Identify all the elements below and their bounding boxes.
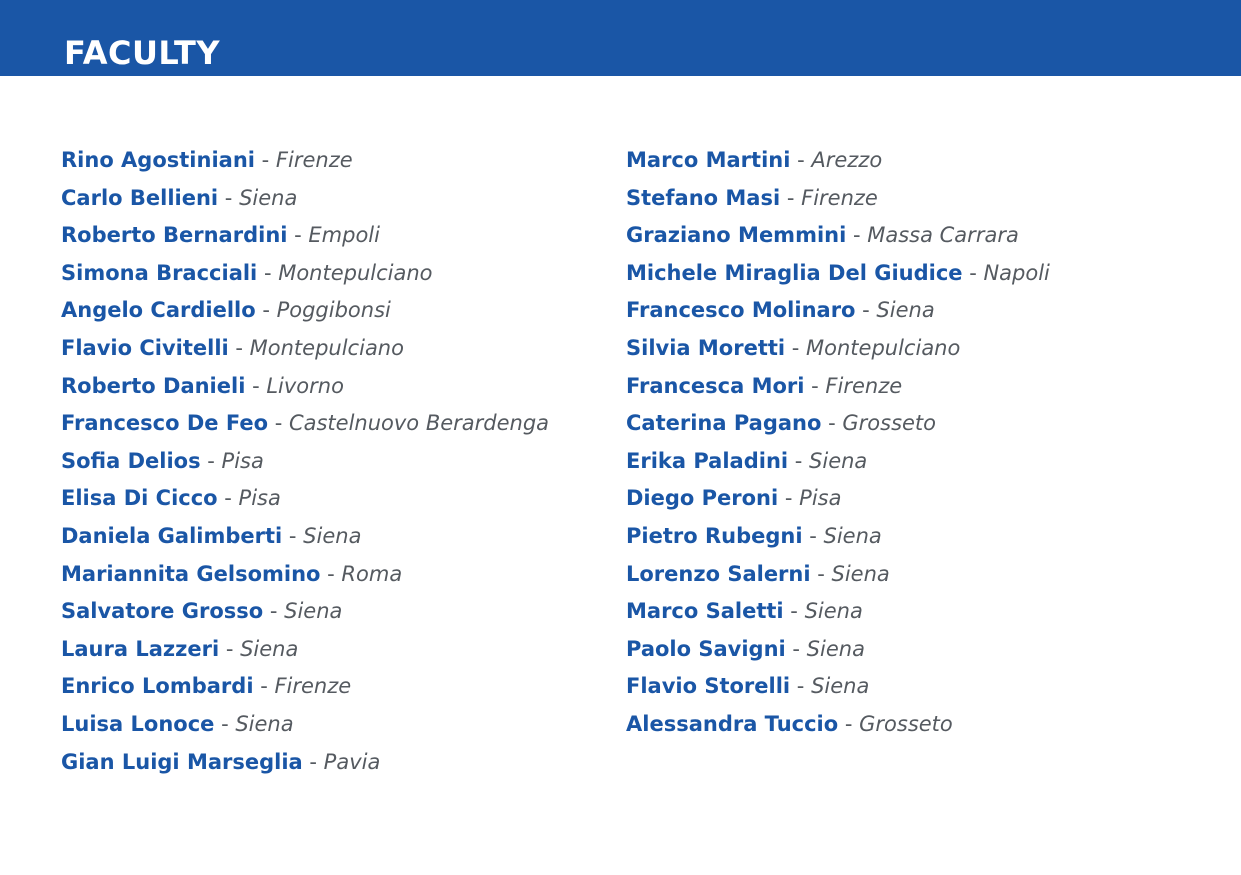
faculty-city: Napoli bbox=[983, 260, 1050, 285]
faculty-name: Gian Luigi Marseglia bbox=[61, 749, 303, 774]
name-city-separator: - bbox=[217, 486, 239, 511]
faculty-name: Carlo Bellieni bbox=[61, 185, 219, 210]
name-city-separator: - bbox=[255, 298, 277, 323]
faculty-name: Mariannita Gelsomino bbox=[61, 561, 321, 586]
name-city-separator: - bbox=[282, 523, 304, 548]
faculty-city: Siena bbox=[804, 599, 863, 624]
faculty-entry bbox=[61, 405, 601, 443]
name-city-separator: - bbox=[254, 148, 276, 172]
name-city-separator: - bbox=[263, 599, 285, 624]
faculty-name: Sofia Delios bbox=[61, 448, 201, 473]
name-city-separator: - bbox=[228, 335, 250, 360]
faculty-city: Empoli bbox=[308, 223, 380, 248]
faculty-entry bbox=[626, 556, 1206, 594]
faculty-entry bbox=[61, 368, 601, 406]
name-city-separator: - bbox=[287, 223, 309, 248]
name-city-separator: - bbox=[802, 523, 824, 548]
faculty-name: Roberto Bernardini bbox=[61, 223, 288, 248]
faculty-name: Diego Peroni bbox=[626, 486, 779, 511]
faculty-entry bbox=[626, 180, 1206, 218]
faculty-name: Pietro Rubegni bbox=[626, 523, 803, 548]
faculty-entry bbox=[61, 556, 601, 594]
name-city-separator: - bbox=[804, 373, 826, 398]
name-city-separator: - bbox=[253, 674, 275, 699]
faculty-city: Pavia bbox=[323, 749, 381, 774]
name-city-separator: - bbox=[218, 185, 240, 210]
faculty-list-left bbox=[61, 142, 601, 781]
faculty-entry bbox=[61, 142, 601, 180]
faculty-name: Rino Agostiniani bbox=[61, 148, 255, 172]
faculty-name: Francesco De Feo bbox=[61, 411, 269, 436]
name-city-separator: - bbox=[846, 223, 868, 248]
faculty-name: Luisa Lonoce bbox=[61, 711, 215, 736]
faculty-entry bbox=[626, 292, 1206, 330]
faculty-city: Siena bbox=[811, 674, 870, 699]
name-city-separator: - bbox=[788, 448, 810, 473]
faculty-name: Flavio Civitelli bbox=[61, 335, 229, 360]
faculty-name: Marco Martini bbox=[626, 148, 791, 172]
header-bar bbox=[0, 0, 1241, 76]
name-city-separator: - bbox=[268, 411, 289, 436]
faculty-name: Stefano Masi bbox=[626, 185, 781, 210]
faculty-city: Montepulciano bbox=[249, 335, 404, 360]
name-city-separator: - bbox=[962, 260, 984, 285]
name-city-separator: - bbox=[790, 674, 812, 699]
faculty-entry bbox=[626, 255, 1206, 293]
faculty-entry bbox=[626, 631, 1206, 669]
faculty-entry bbox=[61, 330, 601, 368]
faculty-entry bbox=[61, 631, 601, 669]
faculty-name: Enrico Lombardi bbox=[61, 674, 254, 699]
faculty-city: Grosseto bbox=[842, 411, 937, 436]
faculty-list-right bbox=[626, 142, 1206, 744]
faculty-entry bbox=[626, 668, 1206, 706]
faculty-name: Daniela Galimberti bbox=[61, 523, 283, 548]
faculty-entry bbox=[626, 142, 1206, 180]
faculty-city: Siena bbox=[239, 185, 298, 210]
faculty-city: Siena bbox=[823, 523, 882, 548]
faculty-city: Pisa bbox=[221, 448, 264, 473]
faculty-name: Lorenzo Salerni bbox=[626, 561, 811, 586]
faculty-city: Firenze bbox=[825, 373, 903, 398]
faculty-entry bbox=[61, 706, 601, 744]
faculty-city: Firenze bbox=[274, 674, 352, 699]
faculty-city: Siena bbox=[240, 636, 299, 661]
faculty-city: Siena bbox=[809, 448, 868, 473]
faculty-entry bbox=[61, 593, 601, 631]
name-city-separator: - bbox=[778, 486, 800, 511]
faculty-city: Pisa bbox=[799, 486, 842, 511]
faculty-entry bbox=[626, 405, 1206, 443]
faculty-name: Paolo Savigni bbox=[626, 636, 786, 661]
name-city-separator: - bbox=[302, 749, 324, 774]
faculty-entry bbox=[61, 255, 601, 293]
page-title: FACULTY bbox=[64, 34, 221, 72]
name-city-separator: - bbox=[780, 185, 802, 210]
name-city-separator: - bbox=[810, 561, 832, 586]
faculty-city: Castelnuovo Berardenga bbox=[288, 411, 550, 436]
faculty-city: Siena bbox=[303, 523, 362, 548]
name-city-separator: - bbox=[838, 711, 860, 736]
faculty-city: Poggibonsi bbox=[276, 298, 391, 323]
name-city-separator: - bbox=[783, 599, 805, 624]
faculty-city: Montepulciano bbox=[278, 260, 433, 285]
faculty-entry bbox=[626, 518, 1206, 556]
faculty-name: Erika Paladini bbox=[626, 448, 789, 473]
name-city-separator: - bbox=[855, 298, 877, 323]
faculty-entry bbox=[626, 443, 1206, 481]
faculty-city: Siena bbox=[876, 298, 935, 323]
name-city-separator: - bbox=[257, 260, 279, 285]
faculty-entry bbox=[61, 292, 601, 330]
faculty-name: Simona Bracciali bbox=[61, 260, 258, 285]
name-city-separator: - bbox=[320, 561, 342, 586]
faculty-city: Livorno bbox=[266, 373, 344, 398]
faculty-entry bbox=[626, 480, 1206, 518]
faculty-city: Siena bbox=[831, 561, 890, 586]
faculty-name: Roberto Danieli bbox=[61, 373, 246, 398]
faculty-name: Francesca Mori bbox=[626, 373, 805, 398]
faculty-city: Firenze bbox=[801, 185, 878, 210]
faculty-name: Alessandra Tuccio bbox=[626, 711, 839, 736]
faculty-name: Graziano Memmini bbox=[626, 223, 847, 248]
faculty-city: Pisa bbox=[238, 486, 281, 511]
name-city-separator: - bbox=[785, 636, 807, 661]
faculty-name: Salvatore Grosso bbox=[61, 599, 264, 624]
faculty-entry bbox=[626, 330, 1206, 368]
faculty-entry bbox=[61, 217, 601, 255]
faculty-city: Siena bbox=[806, 636, 865, 661]
faculty-name: Marco Saletti bbox=[626, 599, 784, 624]
faculty-entry bbox=[61, 668, 601, 706]
faculty-entry bbox=[626, 706, 1206, 744]
faculty-name: Angelo Cardiello bbox=[61, 298, 256, 323]
faculty-entry bbox=[61, 480, 601, 518]
name-city-separator: - bbox=[219, 636, 241, 661]
faculty-entry bbox=[61, 744, 601, 782]
faculty-name: Silvia Moretti bbox=[626, 335, 786, 360]
faculty-city: Grosseto bbox=[859, 711, 953, 736]
faculty-entry bbox=[61, 443, 601, 481]
name-city-separator: - bbox=[785, 335, 807, 360]
name-city-separator: - bbox=[821, 411, 843, 436]
faculty-city: Arezzo bbox=[811, 148, 883, 172]
faculty-entry bbox=[61, 180, 601, 218]
faculty-name: Michele Miraglia Del Giudice bbox=[626, 260, 963, 285]
name-city-separator: - bbox=[214, 711, 236, 736]
faculty-city: Siena bbox=[284, 599, 343, 624]
faculty-name: Francesco Molinaro bbox=[626, 298, 856, 323]
faculty-city: Firenze bbox=[275, 148, 353, 172]
faculty-city: Montepulciano bbox=[806, 335, 961, 360]
name-city-separator: - bbox=[790, 148, 812, 172]
faculty-name: Caterina Pagano bbox=[626, 411, 822, 436]
faculty-entry bbox=[626, 217, 1206, 255]
name-city-separator: - bbox=[245, 373, 267, 398]
faculty-name: Elisa Di Cicco bbox=[61, 486, 218, 511]
faculty-city: Massa Carrara bbox=[867, 223, 1019, 248]
faculty-entry bbox=[626, 368, 1206, 406]
faculty-entry bbox=[626, 593, 1206, 631]
faculty-entry bbox=[61, 518, 601, 556]
faculty-name: Laura Lazzeri bbox=[61, 636, 220, 661]
faculty-city: Roma bbox=[341, 561, 403, 586]
name-city-separator: - bbox=[200, 448, 222, 473]
faculty-city: Siena bbox=[235, 711, 294, 736]
faculty-name: Flavio Storelli bbox=[626, 674, 791, 699]
